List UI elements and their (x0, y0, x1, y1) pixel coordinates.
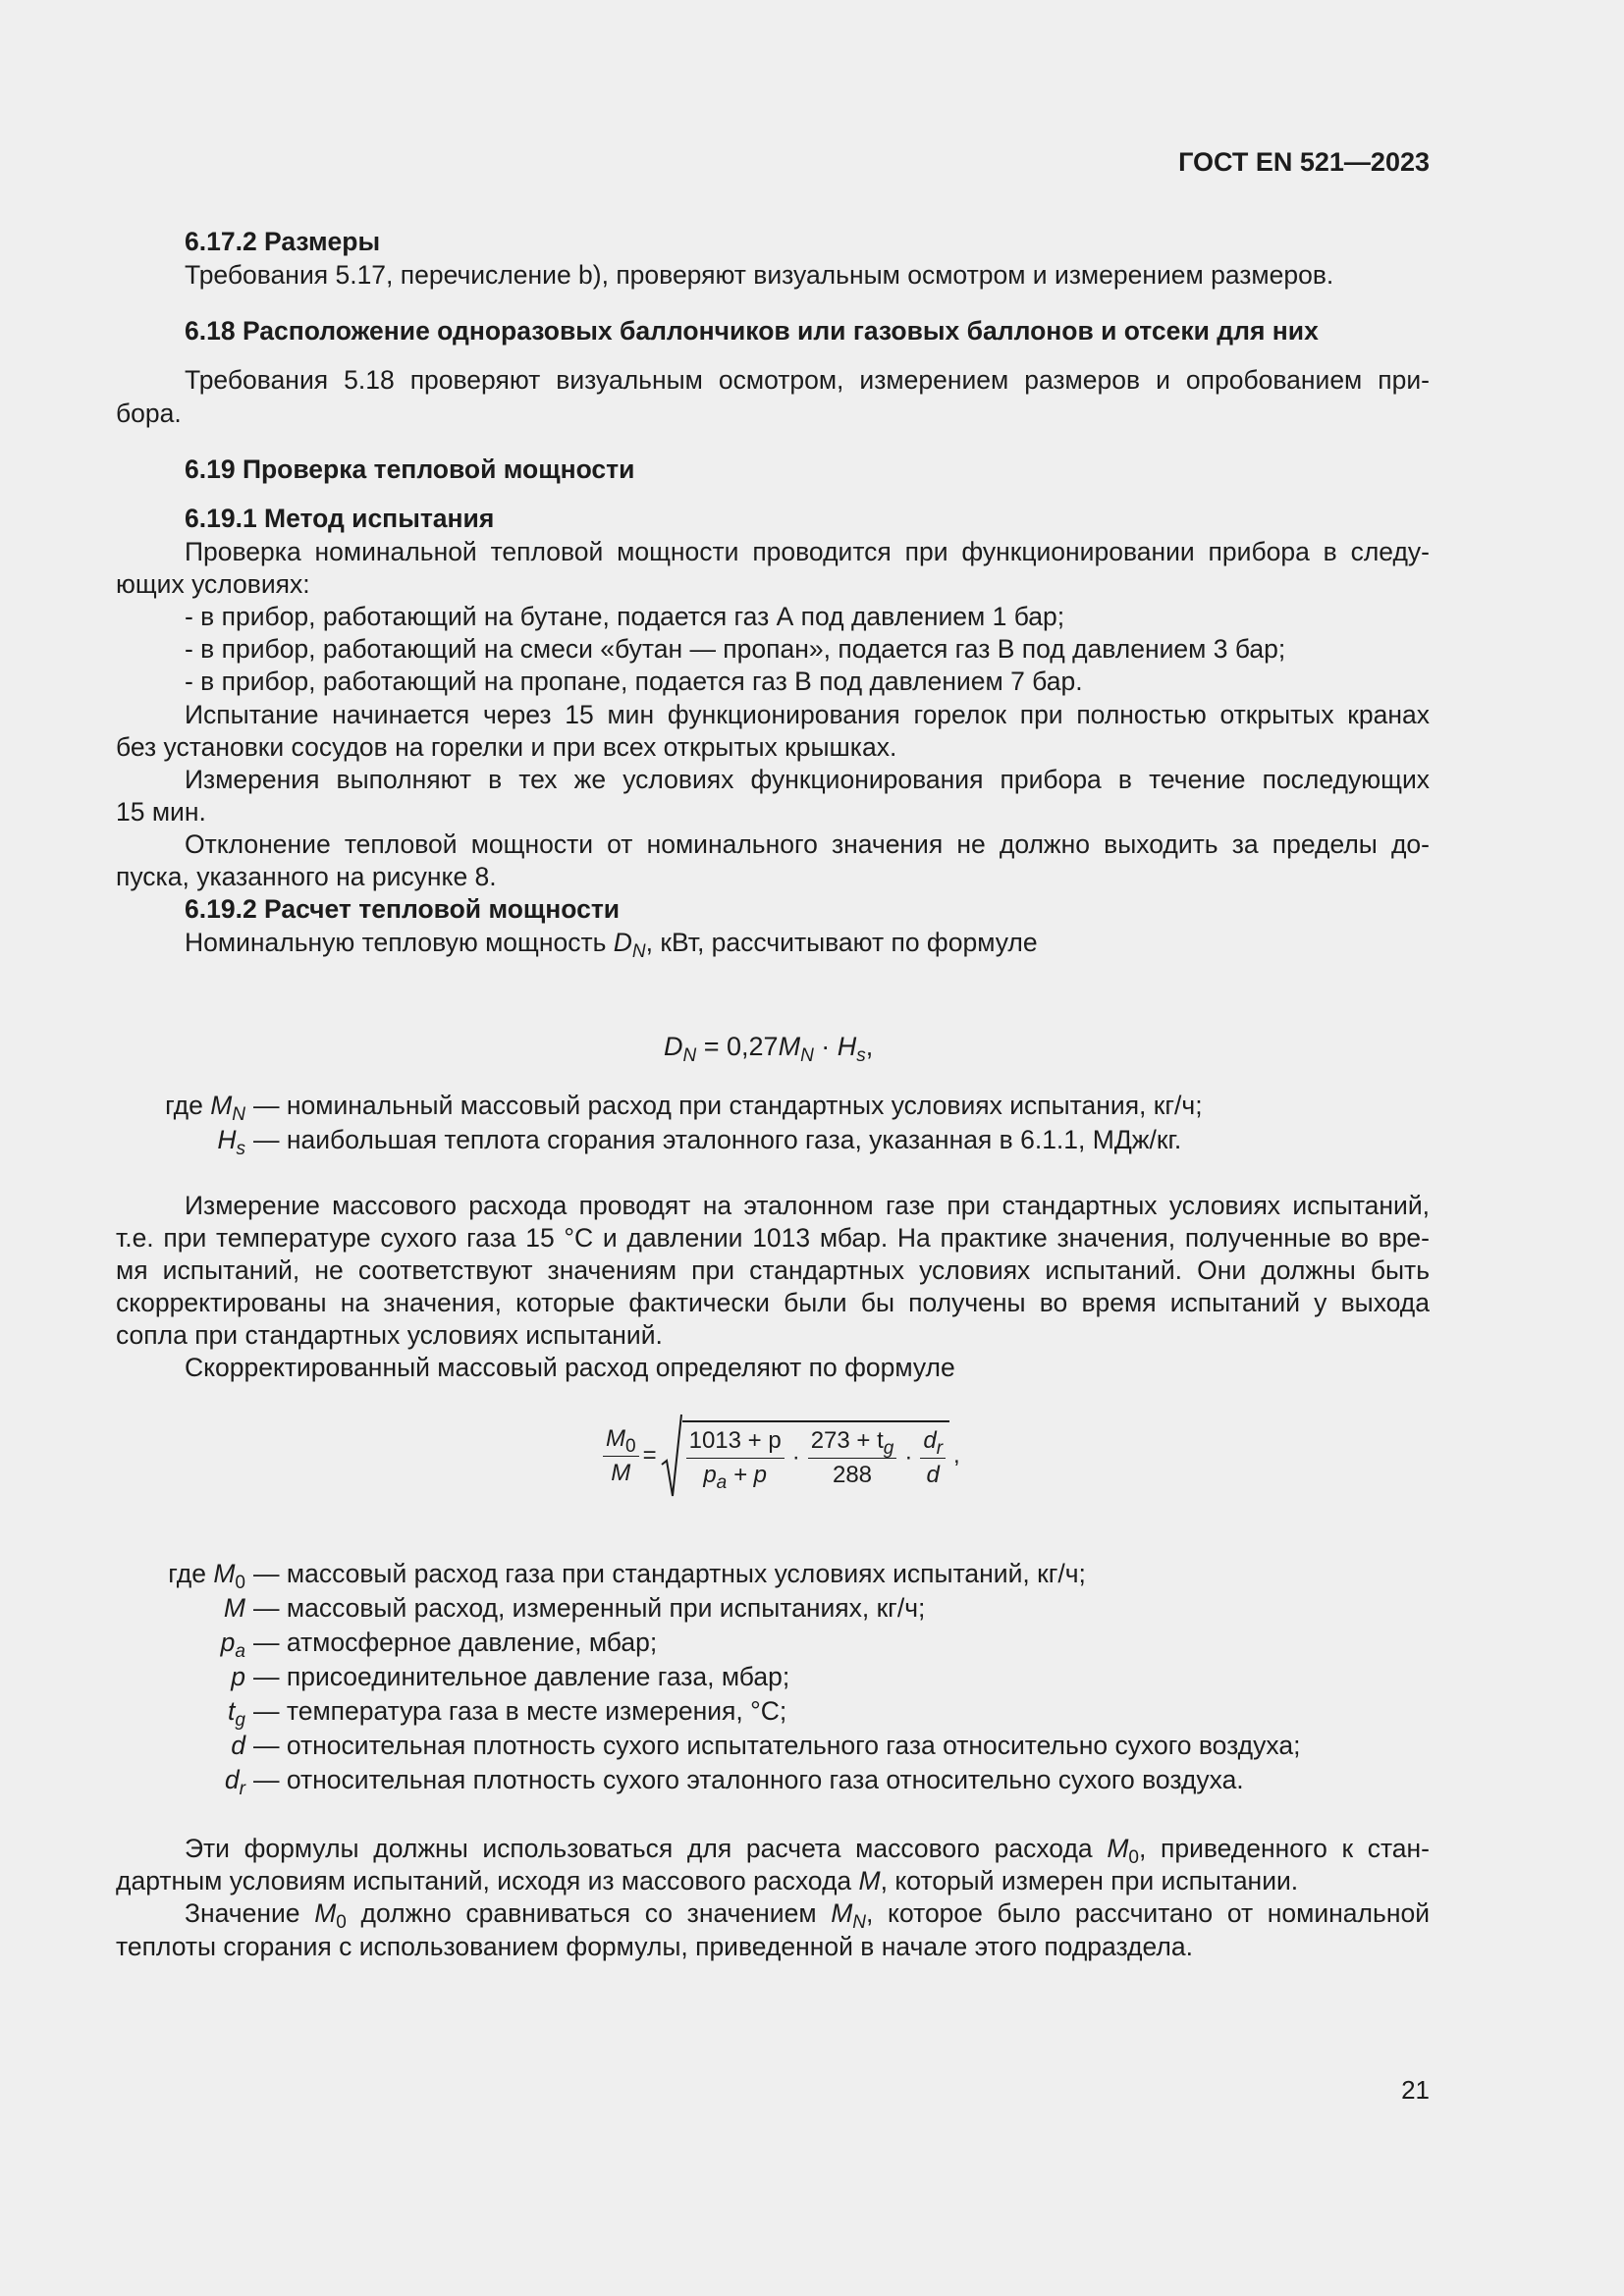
definition-text: — относительная плотность сухого испытательного газа относительно сухого воздуха; (253, 1731, 1301, 1760)
section-6-18-body-line1: Требования 5.18 проверяют визуальным осмотром, измерением размеров и опробованием при- (185, 365, 1430, 395)
definition-row (116, 1729, 1300, 1763)
formula-sub: s (856, 1045, 866, 1066)
definition-row (116, 1123, 1203, 1157)
formula-fraction: $\frac{273 + t_g}{288}$ (808, 1426, 897, 1490)
section-6-19-1-p4-line1: Отклонение тепловой мощности от номинального значения не должно выходить за пределы до- (185, 829, 1430, 859)
formula-corrected-mass-flow (603, 1414, 960, 1498)
definition-term: d (231, 1731, 245, 1760)
paragraph-measurement-line4: скорректированы на значения, которые фактически были бы получены во время испытаний у выхода (116, 1288, 1430, 1317)
formula-fraction: $\frac{d_r}{d}$ (920, 1426, 946, 1490)
formula-sub: N (682, 1045, 697, 1066)
paragraph-formulas-usage-line2: дартным условиям испытаний, исходя из массового расхода M, который измерен при испытании. (116, 1866, 1299, 1896)
paragraph-comparison-line2: теплоты сгорания с использованием формулы, приведенной в начале этого подраздела. (116, 1932, 1193, 1961)
paragraph-comparison-line1: Значение $M_0$ должно сравниваться со значением $M_N$, которое было рассчитано от номинальной (185, 1898, 1430, 1933)
definition-text: — температура газа в месте измерения, °С; (253, 1696, 787, 1726)
section-6-19-2-intro (185, 926, 1038, 962)
formula-op: · (904, 1444, 913, 1470)
formula-var: M (778, 1032, 801, 1061)
definition-text: — наибольшая теплота сгорания эталонного газа, указанная в 6.1.1, МДж/кг. (253, 1125, 1182, 1154)
section-6-19-1-title: 6.19.1 Метод испытания (185, 504, 495, 533)
square-root (661, 1414, 949, 1498)
list-item: - в прибор, работающий на бутане, подается газ А под давлением 1 бар; (185, 602, 1065, 631)
definition-term: M (223, 1593, 245, 1623)
definition-row (116, 1557, 1300, 1591)
formula-eq: = 0,27 (696, 1032, 779, 1061)
definition-text: — присоединительное давление газа, мбар; (253, 1662, 790, 1691)
section-6-19-1-p2-line1: Испытание начинается через 15 мин функционирования горелок при полностью открытых кранах (185, 700, 1430, 729)
section-6-17-2-title: 6.17.2 Размеры (185, 227, 381, 256)
definition-term: $p_a$ (220, 1628, 245, 1662)
definition-term: где $M_0$ (168, 1559, 245, 1593)
list-item: - в прибор, работающий на пропане, подается газ В под давлением 7 бар. (185, 667, 1083, 696)
document-id-header: ГОСТ EN 521—2023 (1178, 147, 1430, 177)
formula-eq: = (642, 1442, 657, 1468)
definition-text: — массовый расход, измеренный при испытаниях, кг/ч; (253, 1593, 926, 1623)
paragraph-corrected-intro: Скорректированный массовый расход определяют по формуле (185, 1353, 955, 1382)
section-6-19-title: 6.19 Проверка тепловой мощности (185, 454, 635, 484)
definition-term: p (231, 1662, 245, 1691)
paragraph-measurement-line5: сопла при стандартных условиях испытаний. (116, 1320, 663, 1350)
definition-text: — номинальный массовый расход при стандартных условиях испытания, кг/ч; (253, 1091, 1203, 1120)
section-6-19-1-p1-line1: Проверка номинальной тепловой мощности проводится при функционировании прибора в следу- (185, 537, 1430, 566)
definition-row (116, 1591, 1300, 1626)
paragraph-measurement-line2: т.е. при температуре сухого газа 15 °С и давлении 1013 мбар. На практике значения, полученные во вре- (116, 1223, 1430, 1253)
section-6-19-1-p3-line2: 15 мин. (116, 797, 206, 827)
formula-nominal-heat-input (664, 1030, 874, 1066)
section-6-18-title: 6.18 Расположение одноразовых баллончиков или газовых баллонов и отсеки для них (185, 316, 1319, 346)
section-6-19-2-title: 6.19.2 Расчет тепловой мощности (185, 894, 621, 924)
definitions-list-1 (116, 1089, 1203, 1157)
formula-op: · (791, 1444, 800, 1470)
section-6-19-1-p3-line1: Измерения выполняют в тех же условиях функционирования прибора в течение последующих (185, 765, 1430, 794)
formula-var: D (664, 1032, 683, 1061)
formula-end: , (865, 1032, 874, 1061)
definition-row (116, 1089, 1203, 1123)
paragraph-measurement-line1: Измерение массового расхода проводят на эталонном газе при стандартных условиях испытаний, (185, 1191, 1430, 1220)
page-number: 21 (1401, 2075, 1430, 2105)
intro-text: Номинальную тепловую мощность (185, 928, 614, 957)
formula-sub: N (800, 1045, 814, 1066)
formula-op: · (813, 1032, 838, 1061)
definition-term: $H_s$ (217, 1125, 245, 1159)
definition-row (116, 1694, 1300, 1729)
definition-row (116, 1626, 1300, 1660)
section-6-19-1-p4-line2: пуска, указанного на рисунке 8. (116, 862, 497, 891)
section-6-19-1-p1-line2: ющих условиях: (116, 569, 310, 599)
paragraph-measurement-line3: мя испытаний, не соответствуют значениям при стандартных условиях испытаний. Они должны быть (116, 1255, 1430, 1285)
definition-term: $t_g$ (228, 1696, 245, 1731)
definition-term: где $M_N$ (165, 1091, 245, 1125)
definition-text: — атмосферное давление, мбар; (253, 1628, 658, 1657)
radical-sign-icon (661, 1414, 682, 1498)
subscript: N (631, 941, 646, 962)
formula-var: H (837, 1032, 857, 1061)
formula-end: , (953, 1442, 960, 1468)
section-6-18-body-line2: бора. (116, 399, 182, 428)
definition-text: — относительная плотность сухого эталонного газа относительно сухого воздуха. (253, 1765, 1244, 1794)
paragraph-formulas-usage-line1: Эти формулы должны использоваться для расчета массового расхода $M_0$, приведенного к стан- (185, 1834, 1430, 1868)
section-6-17-2-body: Требования 5.17, перечисление b), проверяют визуальным осмотром и измерением размеров. (185, 260, 1334, 290)
formula-fraction: $\frac{1013 + p}{p_a + p}$ (686, 1426, 785, 1490)
definitions-list-2 (116, 1557, 1300, 1797)
definition-row (116, 1763, 1300, 1797)
variable: D (613, 928, 632, 957)
section-6-19-1-p2-line2: без установки сосудов на горелки и при всех открытых крышках. (116, 732, 897, 762)
definition-row (116, 1660, 1300, 1694)
definition-text: — массовый расход газа при стандартных условиях испытаний, кг/ч; (253, 1559, 1086, 1588)
definition-term: $d_r$ (224, 1765, 245, 1799)
list-item: - в прибор, работающий на смеси «бутан — пропан», подается газ В под давлением 3 бар; (185, 634, 1286, 664)
intro-text: , кВт, рассчитывают по формуле (645, 928, 1038, 957)
formula-fraction: $\frac{M_0}{M}$ (603, 1424, 639, 1488)
